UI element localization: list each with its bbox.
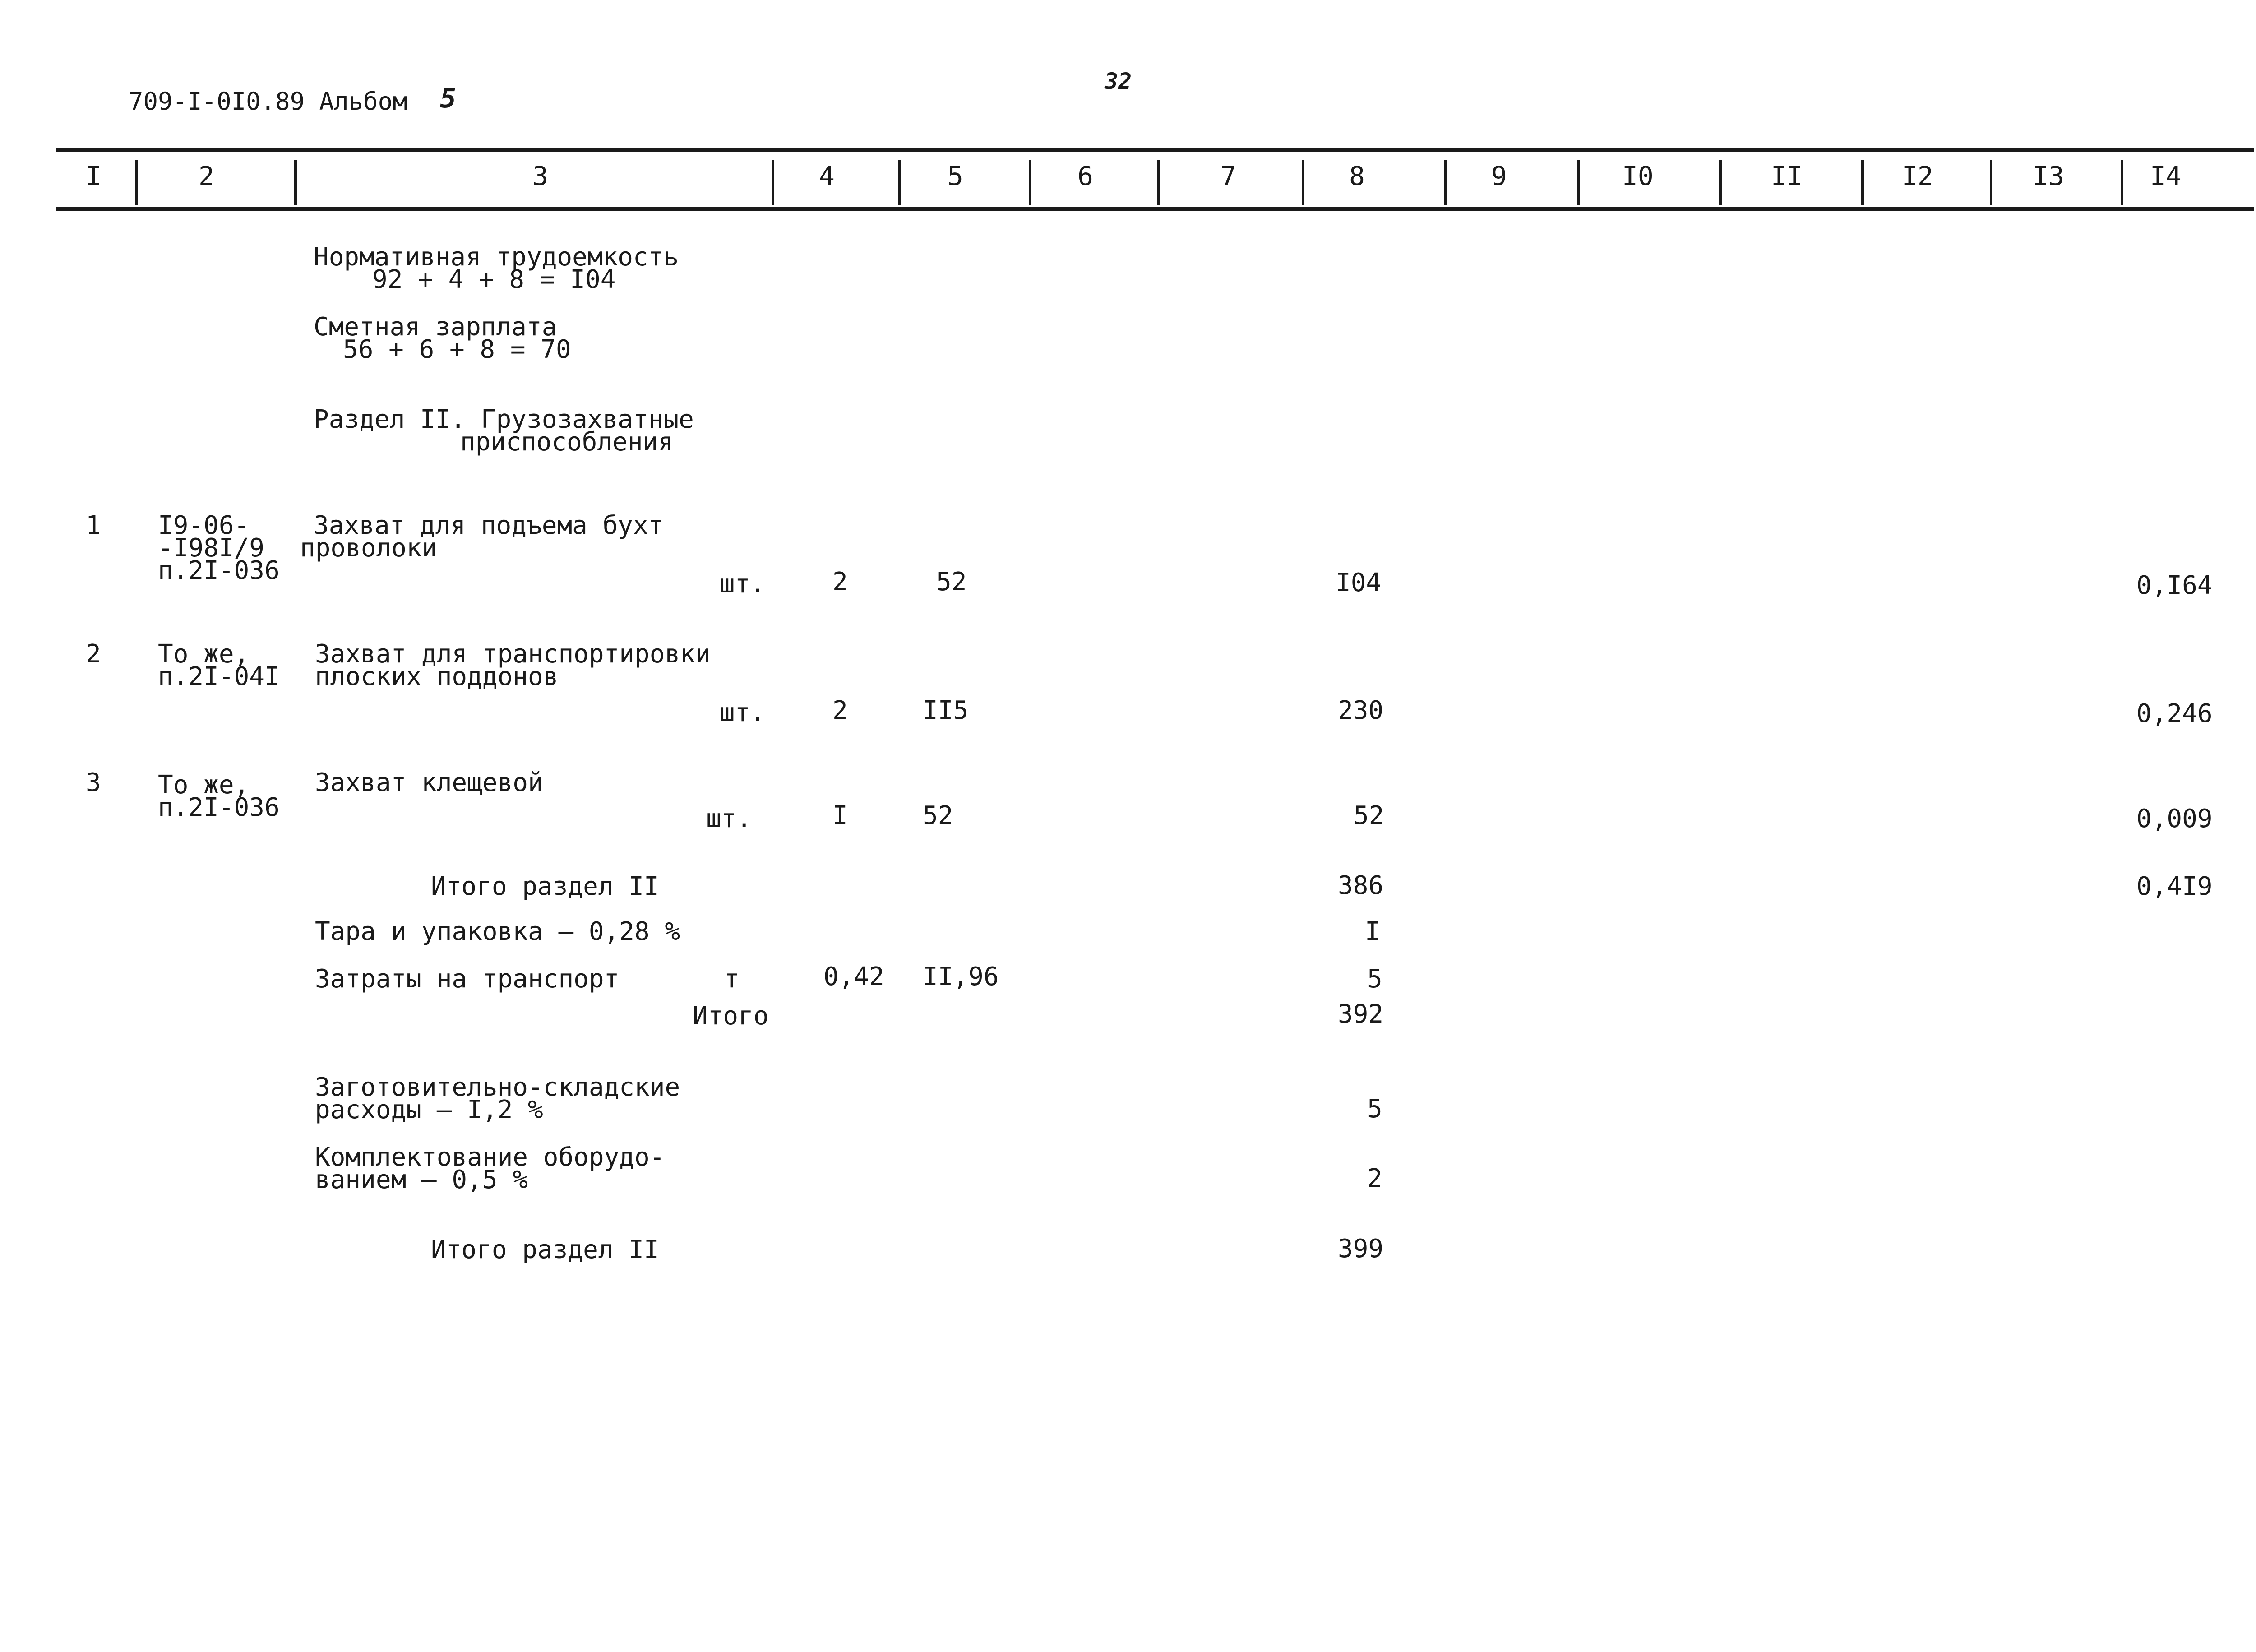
row-total: 230 [1338, 696, 1384, 725]
transport-quantity: 0,42 [823, 962, 884, 991]
final-total: 399 [1338, 1234, 1384, 1263]
column-header-7: 7 [1220, 161, 1236, 191]
column-separator [1444, 160, 1447, 205]
transport-total: 5 [1367, 964, 1382, 994]
row-name-line2: проволоки [300, 533, 437, 563]
row-name: Захват клещевой [315, 768, 543, 797]
row-name: Захват для транспортировки [315, 639, 711, 669]
column-separator [2121, 160, 2123, 205]
section-title: Раздел II. Грузозахватные [314, 405, 694, 434]
row-number: 1 [86, 511, 101, 540]
row-reference: То же, [158, 770, 250, 800]
subtotal-label: Итого раздел II [431, 872, 659, 901]
document-code: 709-I-0I0.89 Альбом [129, 87, 407, 116]
row-number: 3 [86, 768, 101, 797]
wage-label: Сметная зарплата [314, 312, 557, 342]
row-unit: шт. [720, 698, 766, 727]
column-header-11: II [1771, 161, 1803, 191]
transport-price: II,96 [923, 962, 999, 991]
itogo-label: Итого [693, 1001, 769, 1031]
row-reference: I9-06- [158, 511, 250, 540]
column-header-9: 9 [1491, 161, 1507, 191]
equipment-label: Комплектование оборудо- [315, 1143, 665, 1172]
column-separator [1157, 160, 1160, 205]
storage-label-line2: расходы – I,2 % [315, 1095, 543, 1124]
header-top-rule [56, 148, 2254, 152]
column-separator [135, 160, 138, 205]
subtotal-total: 386 [1338, 871, 1384, 900]
equipment-label-line2: ванием – 0,5 % [315, 1165, 528, 1194]
column-separator [1719, 160, 1722, 205]
section-title-line2: приспособления [460, 427, 674, 457]
row-quantity: 2 [832, 567, 848, 597]
column-header-8: 8 [1349, 161, 1365, 191]
transport-label: Затраты на транспорт [315, 964, 619, 994]
row-reference-line3: п.2I-036 [158, 556, 280, 585]
row-total: I04 [1336, 568, 1382, 597]
packaging-total: I [1365, 917, 1380, 946]
row-reference-line2: п.2I-036 [158, 793, 280, 822]
column-separator [1577, 160, 1580, 205]
album-number: 5 [440, 83, 457, 114]
column-separator [772, 160, 774, 205]
column-header-1: I [86, 161, 102, 191]
wage-formula: 56 + 6 + 8 = 70 [343, 335, 571, 364]
column-header-13: I3 [2033, 161, 2064, 191]
itogo-total: 392 [1338, 1000, 1384, 1029]
column-header-12: I2 [1902, 161, 1933, 191]
row-price: II5 [923, 696, 969, 725]
storage-label: Заготовительно-складские [315, 1073, 680, 1102]
row-name: Захват для подъема бухт [314, 511, 664, 540]
equipment-total: 2 [1367, 1164, 1382, 1193]
column-separator [1990, 160, 1992, 205]
column-header-6: 6 [1077, 161, 1093, 191]
packaging-label: Тара и упаковка – 0,28 % [315, 917, 680, 946]
row-quantity: 2 [832, 696, 848, 725]
column-separator [898, 160, 901, 205]
row-number: 2 [86, 639, 101, 669]
page-number: 32 [1105, 68, 1132, 94]
storage-total: 5 [1367, 1094, 1382, 1124]
row-price: 52 [936, 567, 967, 597]
column-header-10: I0 [1622, 161, 1654, 191]
row-reference-line2: -I98I/9 [158, 533, 265, 563]
column-header-5: 5 [948, 161, 963, 191]
column-separator [1029, 160, 1031, 205]
row-unit: шт. [706, 804, 752, 833]
row-reference-line2: п.2I-04I [158, 662, 280, 691]
row-mass: 0,009 [2136, 804, 2213, 833]
row-unit: шт. [720, 569, 766, 599]
row-mass: 0,I64 [2136, 571, 2213, 600]
row-mass: 0,246 [2136, 699, 2213, 728]
labor-formula: 92 + 4 + 8 = I04 [372, 265, 616, 294]
transport-unit: т [724, 964, 740, 994]
column-separator [1302, 160, 1304, 205]
row-reference: То же, [158, 639, 250, 669]
final-total-label: Итого раздел II [431, 1235, 659, 1264]
column-header-3: 3 [532, 161, 548, 191]
column-separator [1861, 160, 1864, 205]
header-bottom-rule [56, 207, 2254, 211]
row-total: 52 [1354, 801, 1384, 830]
row-quantity: I [832, 801, 848, 830]
subtotal-mass: 0,4I9 [2136, 872, 2213, 901]
column-separator [294, 160, 297, 205]
row-name-line2: плоских поддонов [315, 662, 559, 691]
labor-label: Нормативная трудоемкость [314, 242, 679, 272]
column-header-4: 4 [819, 161, 835, 191]
column-header-14: I4 [2150, 161, 2182, 191]
column-header-2: 2 [199, 161, 214, 191]
row-price: 52 [923, 801, 953, 830]
